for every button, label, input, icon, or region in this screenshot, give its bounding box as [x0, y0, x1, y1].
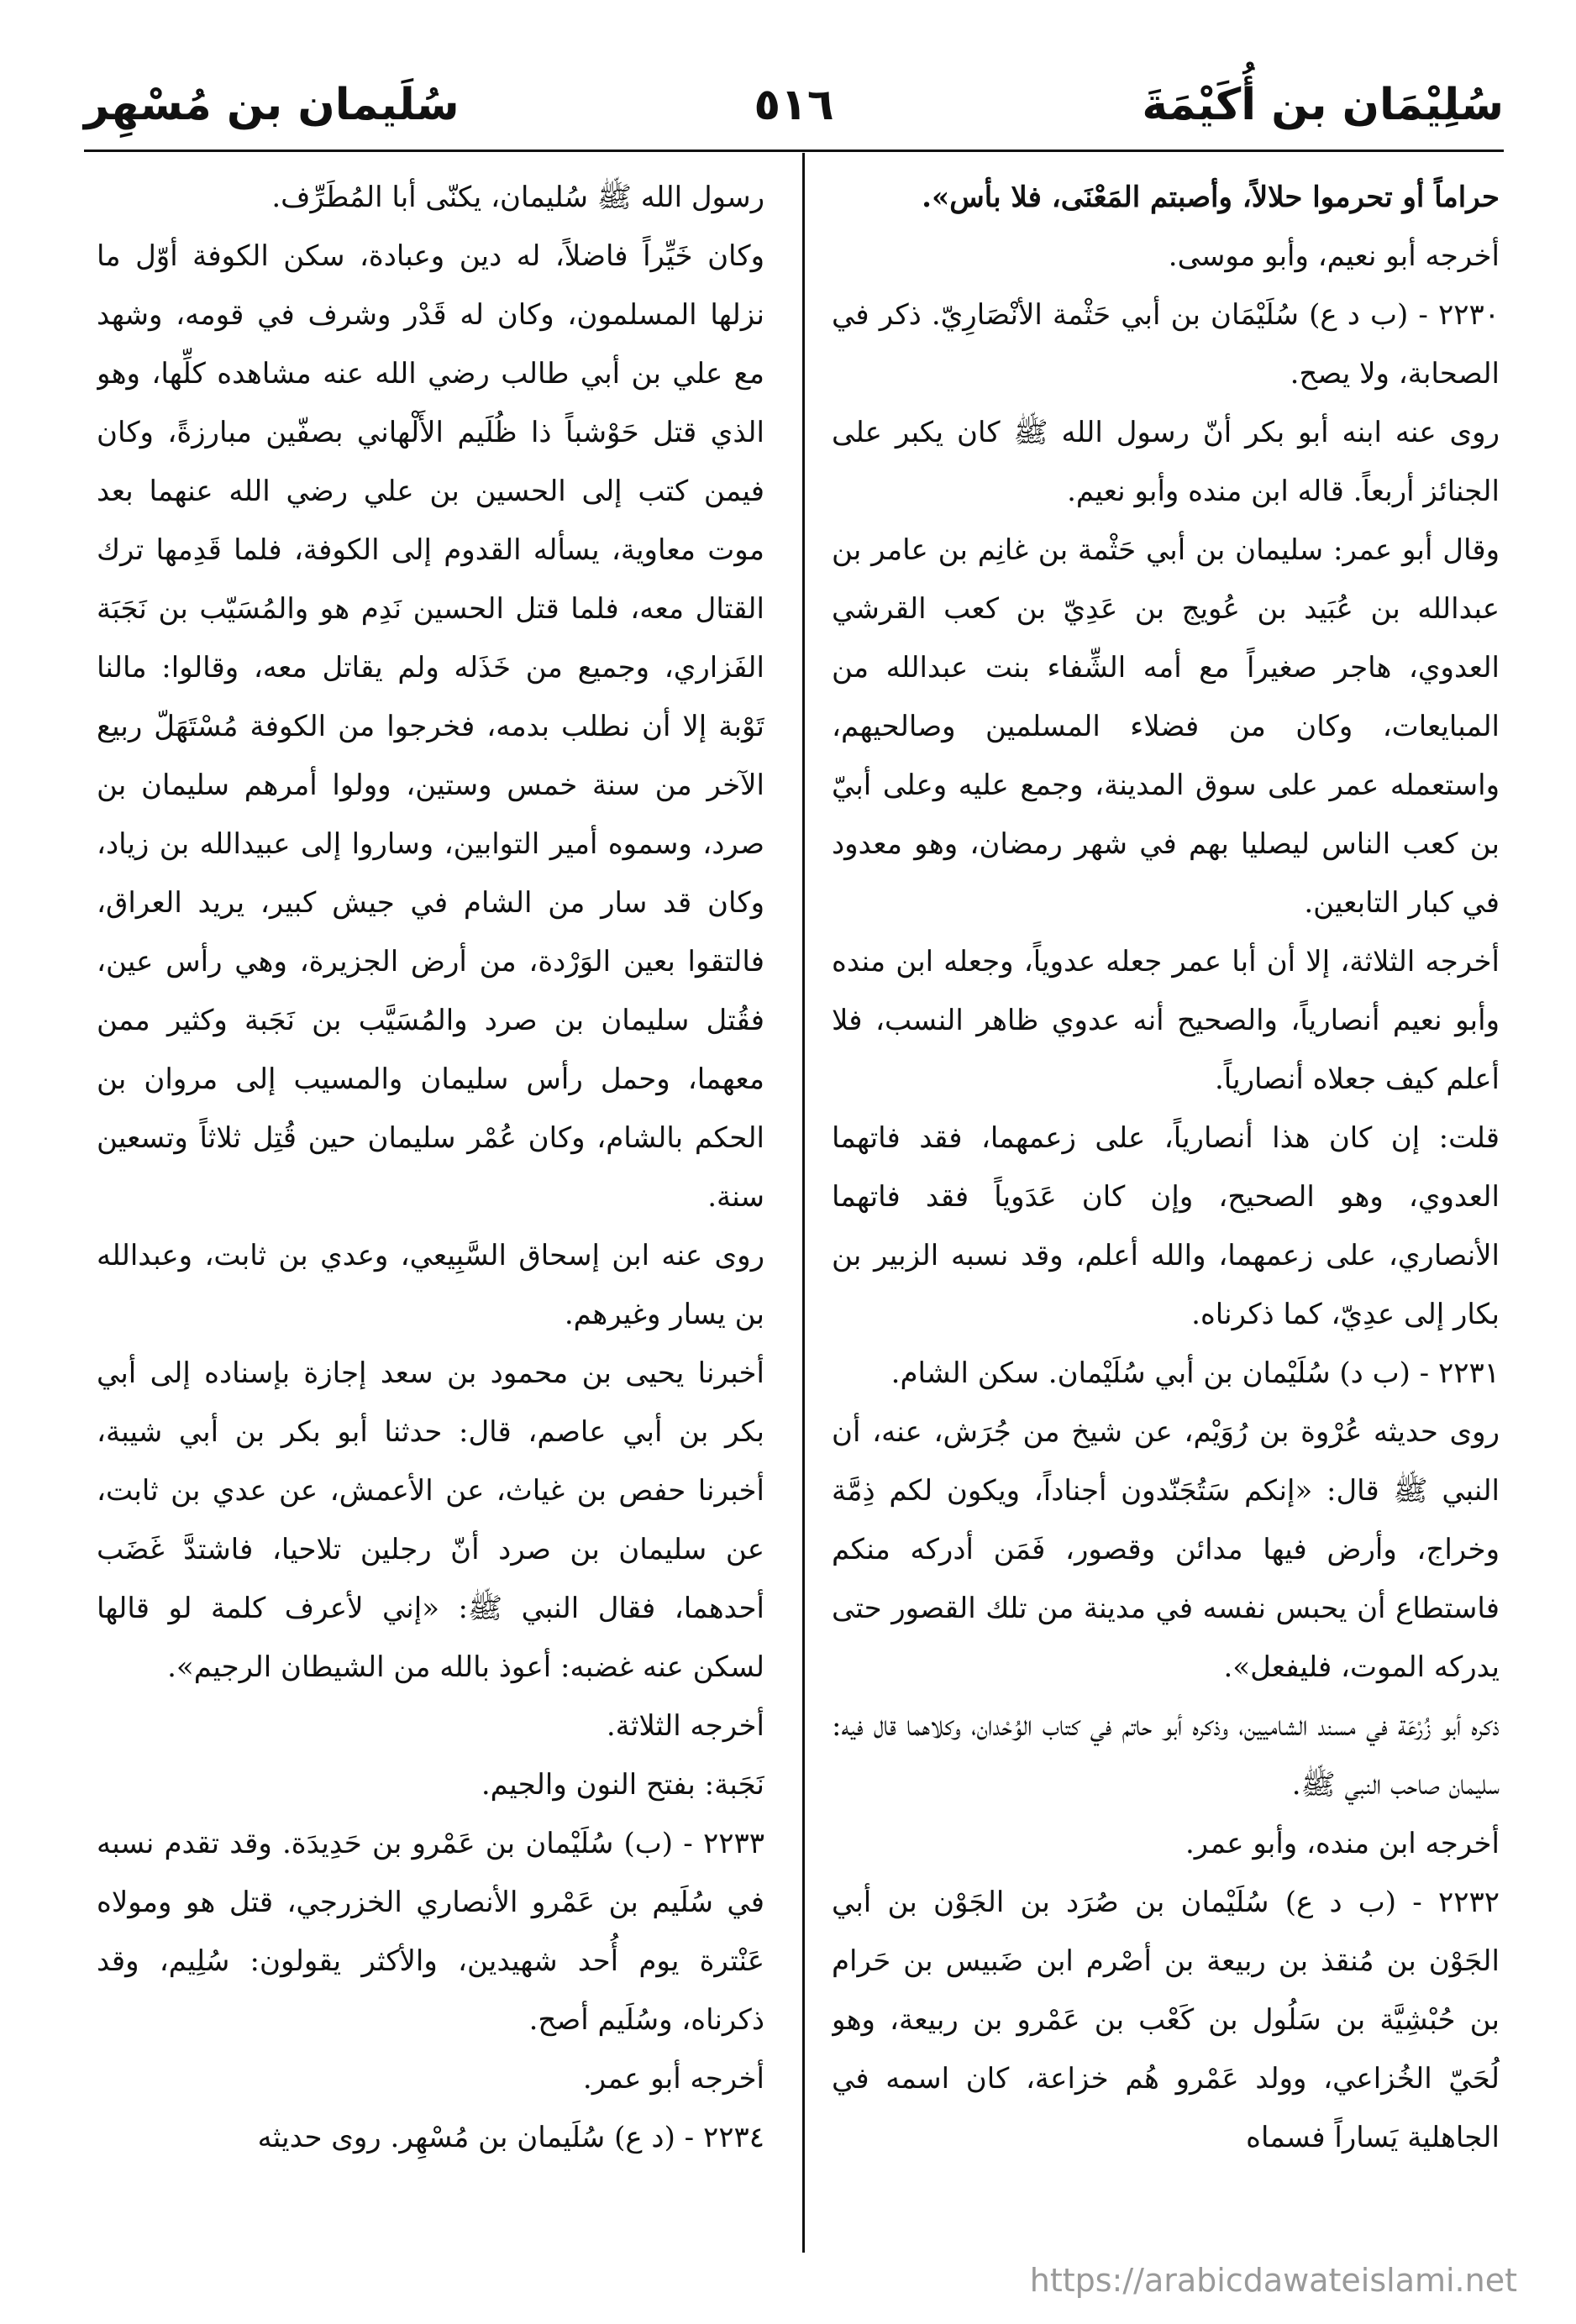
- paragraph: أخرجه الثلاثة.: [606, 1709, 764, 1743]
- page-number: ٥١٦: [754, 80, 834, 130]
- paragraph: نَجَبة: بفتح النون والجيم.: [481, 1768, 764, 1802]
- paragraph: أخرجه أبو نعيم، وأبو موسى.: [1168, 239, 1500, 273]
- right-column: [832, 168, 1500, 2243]
- entry-heading-2233: ٢٢٣٣ - (ب) سُلَيْمان بن عَمْرو بن حَدِيدَة. وقد تقدم نسبه في سُلَيم بن عَمْرو الأنصاري الخزرجي، قتل هو ومولاه عَنْترة يوم أُحد شهيدين، والأكثر يقولون: سُلِيم، وقد ذكرناه، وسُلَيم أصح.: [97, 1827, 764, 2037]
- header-rule: [84, 150, 1504, 152]
- column-divider: [802, 153, 805, 2253]
- paragraph: وكان خَيِّراً فاضلاً، له دين وعبادة، سكن الكوفة أوّل ما نزلها المسلمون، وكان له قَدْر وشرف في قومه، وشهد مع علي بن أبي طالب رضي الله عنه مشاهده كلِّها، وهو الذي قتل حَوْشباً ذا ظُلَيم الأَلْهاني بصفّين مبارزةً، وكان فيمن كتب إلى الحسين بن علي رضي الله عنهما بعد موت معاوية، يسأله القدوم إلى الكوفة، فلما قَدِمها ترك القتال معه، فلما قتل الحسين نَدِم هو والمُسَيّب بن نَجَبَة الفَزاري، وجميع من خَذَله ولم يقاتل معه، وقالوا: مالنا تَوْبة إلا أن نطلب بدمه، فخرجوا من الكوفة مُسْتَهَلّ ربيع الآخر من سنة خمس وستين، وولوا أمرهم سليمان بن صرد، وسموه أمير التوابين، وساروا إلى عبيدالله بن زياد، وكان قد سار من الشام في جيش كبير، يريد العراق، فالتقوا بعين الوَرْدة، من أرض الجزيرة، وهي رأس عين، فقُتل سليمان بن صرد والمُسَيَّب بن نَجَبة وكثير ممن معهما، وحمل رأس سليمان والمسيب إلى مروان بن الحكم بالشام، وكان عُمْر سليمان حين قُتِل ثلاثاً وتسعين سنة.: [97, 239, 764, 1214]
- paragraph: رسول الله ﷺ سُليمان، يكنّى أبا المُطَرِّف.: [271, 181, 764, 214]
- paragraph: قلت: إن كان هذا أنصارياً، على زعمهما، فقد فاتهما العدوي، وهو الصحيح، وإن كان عَدَوياً فقد فاتهما الأنصاري، على زعمهما، والله أعلم، وقد نسبه الزبير بن بكار إلى عدِيّ، كما ذكرناه.: [832, 1121, 1500, 1331]
- paragraph: أخبرنا يحيى بن محمود بن سعد إجازة بإسناده إلى أبي بكر بن أبي عاصم، قال: حدثنا أبو بكر بن أبي شيبة، أخبرنا حفص بن غياث، عن الأعمش، عن عدي بن ثابت، عن سليمان بن صرد أنّ رجلين تلاحيا، فاشتدَّ غَضَب أحدهما، فقال النبي ﷺ: «إني لأعرف كلمة لو قالها لسكن عنه غضبه: أعوذ بالله من الشيطان الرجيم».: [97, 1356, 764, 1684]
- watermark-url: https://arabicdawateislami.net: [1029, 2262, 1517, 2299]
- running-title-left: سُلَيمان بن مُسْهِر: [84, 80, 460, 130]
- paragraph: روى عنه ابنه أبو بكر أنّ رسول الله ﷺ كان يكبر على الجنائز أربعاً. قاله ابن منده وأبو نعيم.: [832, 416, 1500, 508]
- running-title-right: سُلِيْمَان بن أُكَيْمَةَ: [1142, 80, 1504, 130]
- paragraph: وقال أبو عمر: سليمان بن أبي حَثْمة بن غانِم بن عامر بن عبدالله بن عُبَيد بن عُويج بن عَدِيّ بن كعب القرشي العدوي، هاجر صغيراً مع أمه الشِّفاء بنت عبدالله من المبايعات، وكان من فضلاء المسلمين وصالحيهم، واستعمله عمر على سوق المدينة، وجمع عليه وعلى أبيّ بن كعب الناس ليصليا بهم في شهر رمضان، وهو معدود في كبار التابعين.: [832, 533, 1500, 920]
- paragraph: ذكره أبو زُرْعَة في مسند الشاميين، وذكره أبو حاتم في كتاب الوُحْدان، وكلاهما قال فيه: سليمان صاحب النبي ﷺ.: [832, 1709, 1500, 1802]
- paragraph: روى حديثه عُرْوة بن رُوَيْم، عن شيخ من جُرَش، عنه، أن النبي ﷺ قال: «إنكم سَتُجَنّدون أجناداً، ويكون لكم ذِمَّة وخراج، وأرض فيها مدائن وقصور، فَمَن أدركه منكم فاستطاع أن يحبس نفسه في مدينة من تلك القصور حتى يدركه الموت، فليفعل».: [832, 1415, 1500, 1684]
- paragraph: أخرجه ابن منده، وأبو عمر.: [1185, 1827, 1500, 1860]
- paragraph: حراماً أو تحرموا حلالاً، وأصبتم المَعْنَى، فلا بأس».: [922, 181, 1500, 214]
- paragraph: روى عنه ابن إسحاق السَّبِيعي، وعدي بن ثابت، وعبدالله بن يسار وغيرهم.: [97, 1239, 764, 1331]
- entry-heading-2234: ٢٢٣٤ - (د ع) سُلَيمان بن مُسْهِر. روى حديثه: [257, 2121, 764, 2154]
- entry-heading-2232: ٢٢٣٢ - (ب د ع) سُلَيْمان بن صُرَد بن الجَوْن بن أبي الجَوْن بن مُنقذ بن ربيعة بن أصْرم ابن ضَبيس بن حَرام بن حُبْشِيَّة بن سَلُول بن كَعْب بن عَمْرو بن ربيعة، وهو لُحَيّ الخُزاعي، وولد عَمْرو هُم خزاعة، كان اسمه في الجاهلية يَساراً فسماه: [832, 1886, 1500, 2154]
- entry-heading-2231: ٢٢٣١ - (ب د) سُلَيْمان بن أبي سُلَيْمان. سكن الشام.: [890, 1356, 1500, 1390]
- left-column: [97, 168, 764, 2243]
- paragraph: أخرجه أبو عمر.: [582, 2062, 764, 2096]
- paragraph: أخرجه الثلاثة، إلا أن أبا عمر جعله عدوياً، وجعله ابن منده وأبو نعيم أنصارياً، والصحيح أنه عدوي ظاهر النسب، فلا أعلم كيف جعلاه أنصارياً.: [832, 945, 1500, 1096]
- entry-heading-2230: ٢٢٣٠ - (ب د ع) سُلَيْمَان بن أبي حَثْمة الأنْصَارِيّ. ذكر في الصحابة، ولا يصح.: [832, 298, 1500, 391]
- page-header: [84, 67, 1504, 143]
